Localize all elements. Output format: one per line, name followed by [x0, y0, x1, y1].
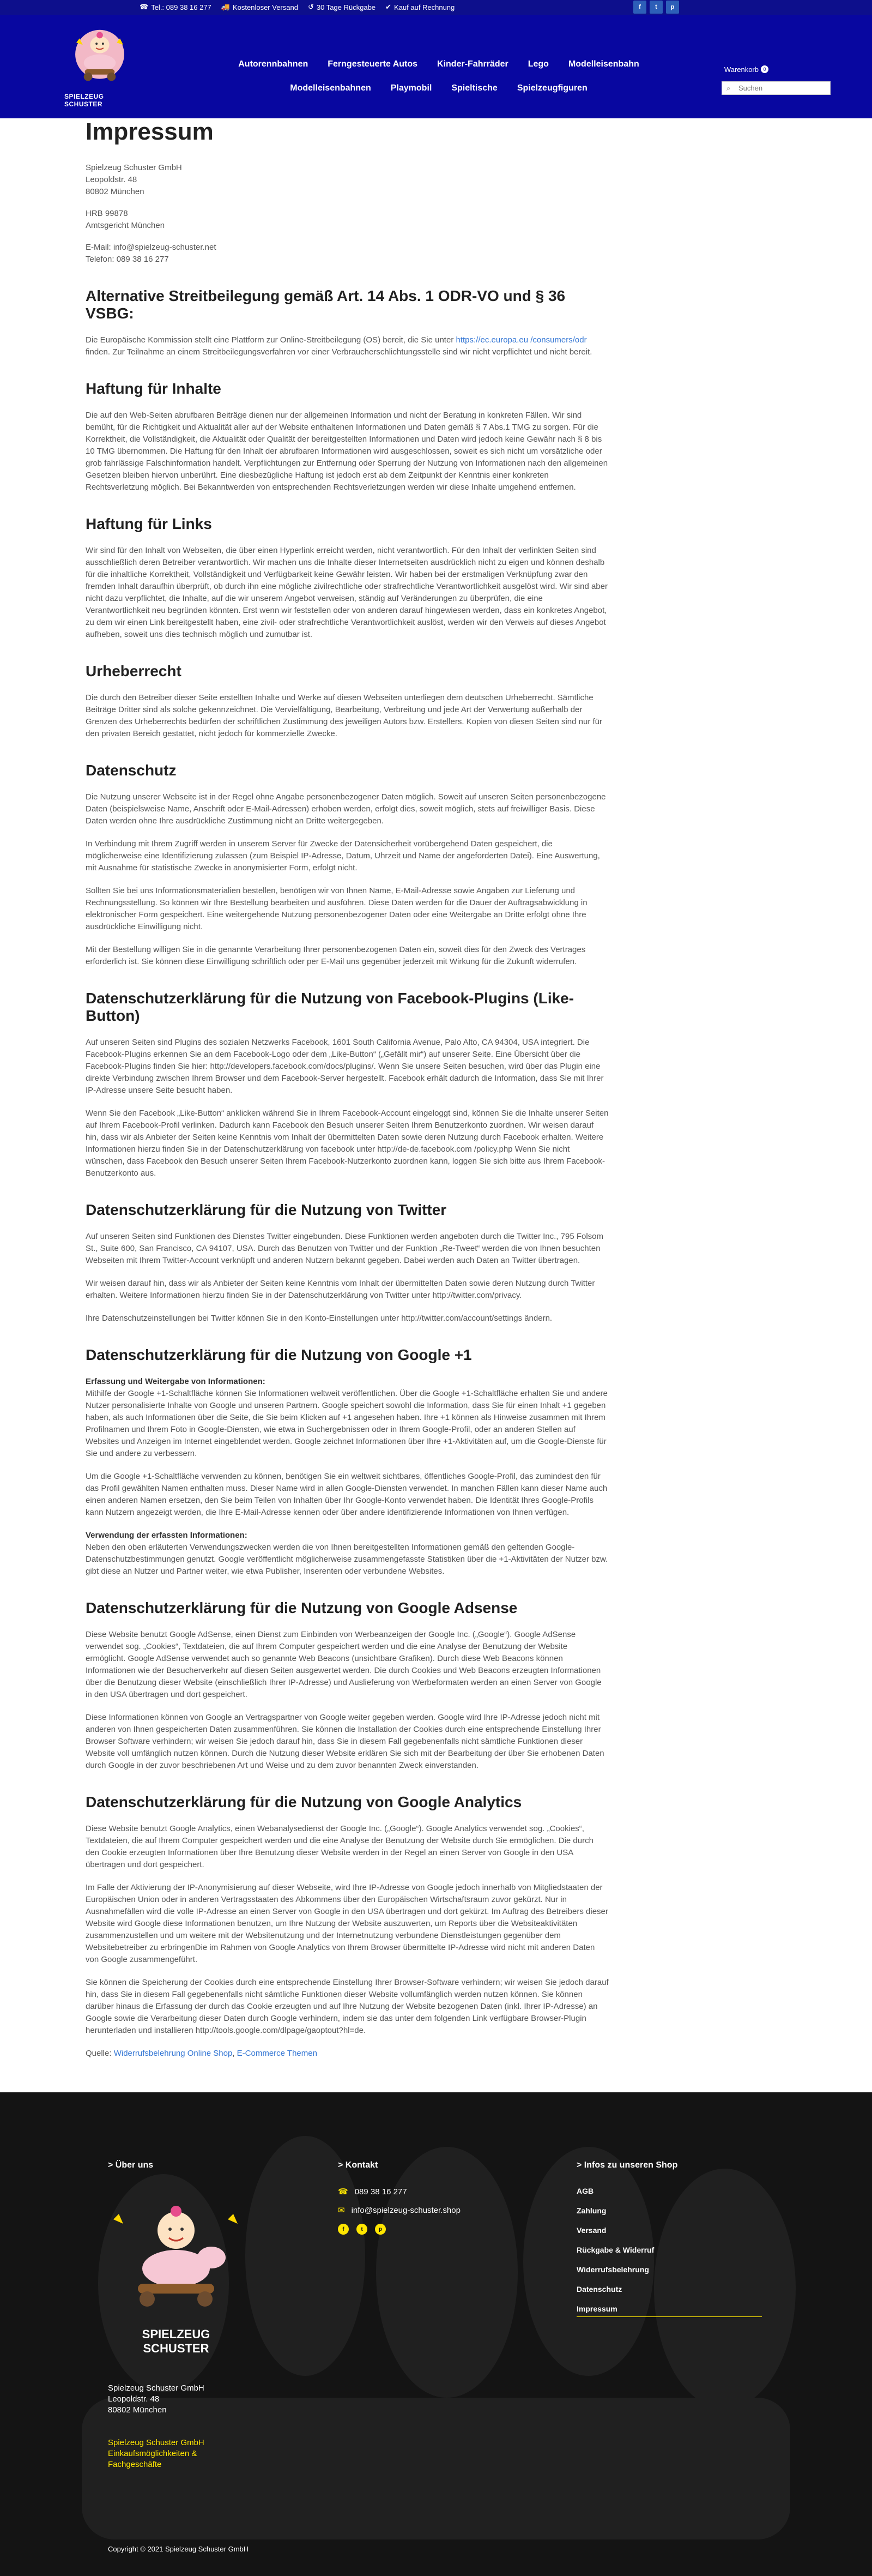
footer-link-versand[interactable]: Versand [577, 2226, 607, 2235]
footer-about-heading: > Über uns [108, 2160, 154, 2170]
nav-item-modelleisenbahnen[interactable]: Modelleisenbahnen [290, 83, 371, 93]
main-nav [221, 59, 657, 107]
facebook-icon[interactable]: f [338, 2224, 349, 2235]
facebook-icon[interactable]: f [633, 1, 646, 14]
nav-item-kinder-fahrraeder[interactable]: Kinder-Fahrräder [437, 59, 508, 69]
search-box [722, 81, 831, 95]
usp-phone[interactable]: ☎ Tel.: 089 38 16 277 [140, 3, 211, 11]
pinterest-icon[interactable]: p [375, 2224, 386, 2235]
twitter-icon[interactable]: t [356, 2224, 367, 2235]
site-footer [0, 2092, 872, 2576]
nav-row-1 [221, 59, 657, 69]
section-heading-odr: Alternative Streitbeilegung gemäß Art. 14 Abs. 1 ODR-VO und § 36 VSBG: [86, 287, 566, 322]
adsense-paragraph-1: Diese Website benutzt Google AdSense, einen Dienst zum Einbinden von Werbeanzeigen der Google Inc. („Google“). Google AdSense verwendet sog. „Cookies“, Textdateien, die auf Ihrem Computer gespeichert werden und die eine Analyse der Benutzung der Website ermöglicht. Google AdSense verwendet auch so genannte Web Beacons (unsichtbare Grafiken). Durch diese Web Beacons können Informationen wie der Besucherverkehr auf diesen Seiten ausgewertet werden. Die durch Cookies und Web Beacons erzeugten Informationen über die Benutzung dieser Website (einschließlich Ihrer IP-Adresse) und Auslieferung von Werbeformaten werden an einen Server von Google in den USA übertragen und dort gespeichert. [86, 1630, 602, 1699]
inhalte-paragraph: Die auf den Web-Seiten abrufbaren Beiträge dienen nur der allgemeinen Information und nicht der Beratung in konkreten Fällen. Wir sind bemüht, für die Richtigkeit und Aktualität aller auf der Website enthaltenen Informationen und Daten gemäß § 7 Abs.1 TMG zu sorgen. Für die Korrektheit, die Vollständigkeit, die Aktualität oder Qualität der bereitgestellten Informationen und Daten wird jedoch keine Gewähr nach § 8 bis 10 TMG übernommen. Die Haftung für den Inhalt der abrufbaren Informationen wird ausgeschlossen, soweit es sich nicht um vorsätzliche oder grob fahrlässige Falschinformation handelt. Verpflichtungen zur Entfernung oder Sperrung der Nutzung von Informationen nach den allgemeinen Gesetzen bleiben hiervon unberührt. Eine diesbezügliche Haftung ist jedoch erst ab dem Zeitpunkt der Kenntnis einer konkreten Rechtsverletzung möglich. Bei Bekanntwerden von entsprechenden Rechtsverletzungen werden wir diese Inhalte umgehend entfernen. [86, 411, 608, 492]
links-paragraph: Wir sind für den Inhalt von Webseiten, die über einen Hyperlink erreicht werden, nicht verantwortlich. Für den Inhalt der verlinkten Seiten sind ausschließlich deren Betreiber verantwortlich. Wir machen uns die Inhalte dieser Internetseiten ausdrücklich nicht zu eigen und können deshalb für die inhaltliche Korrektheit, Vollständigkeit und Verfügbarkeit keine Gewähr leisten. Wir haben bei der erstmaligen Verknüpfung zwar den fremden Inhalt daraufhin überprüft, ob durch ihn eine mögliche zivilrechtliche oder strafrechtliche Verantwortlichkeit ausgelöst wird. Wir sind aber nicht dazu verpflichtet, die Inhalte, auf die wir unserem Angebot verweisen, ständig auf Veränderungen zu überprüfen, die eine Verantwortlichkeit neu begründen könnten. Erst wenn wir feststellen oder von anderen darauf hingewiesen werden, dass ein konkretes Angebot, zu dem wir einen Link bereitgestellt haben, eine zivil- oder strafrechtliche Verantwortlichkeit auslöst, werden wir den Verweis auf dieses Angebot aufheben, soweit uns dies technisch möglich und zumutbar ist. [86, 546, 608, 639]
google-plus-paragraph-1: Erfassung und Weitergabe von Informationen: Mithilfe der Google +1-Schaltfläche können Sie Informationen weltweit veröffentlichen. Über die Google +1-Schaltfläche erhalten Sie und andere Nutzer personalisierte Inhalte von Google und unseren Partnern. Google speichert sowohl die Information, dass Sie für einen Inhalt +1 gegeben haben, als auch Informationen über die Seite, die Sie beim Klicken auf +1 angesehen haben. Ihre +1 können als Hinweise zusammen mit Ihrem Profilnamen und Ihrem Foto in Google-Diensten, wie etwa in Suchergebnissen oder in Ihrem Google-Profil, oder an anderen Stellen auf Websites und Anzeigen im Internet eingeblendet werden. Google zeichnet Informationen über Ihre +1-Aktivitäten auf, um die Google-Dienste für Sie und andere zu verbessern. [86, 1377, 608, 1458]
pinterest-icon[interactable]: p [666, 1, 679, 14]
twitter-paragraph-2: Wir weisen darauf hin, dass wir als Anbieter der Seiten keine Kenntnis vom Inhalt der übermittelten Daten sowie deren Nutzung durch Twitter erhalten. Weitere Informationen hierzu finden Sie in der Datenschutzerklärung von Twitter unter http://twitter.com/privacy. [86, 1279, 595, 1300]
adsense-paragraph-2: Diese Informationen können von Google an Vertragspartner von Google weiter gegeben werden. Google wird Ihre IP-Adresse jedoch nicht mit anderen von Ihnen gespeicherten Daten zusammenführen. Sie können die Installation der Cookies durch eine entsprechende Einstellung Ihrer Browser Software verhindern; wir weisen Sie jedoch darauf hin, dass Sie in diesem Fall gegebenenfalls nicht sämtliche Funktionen dieser Website voll umfänglich nutzen können. Durch die Nutzung dieser Website erklären Sie sich mit der Bearbeitung der über Sie erhobenen Daten durch Google in der zuvor beschriebenen Art und Weise und zu dem zuvor benannten Zweck einverstanden. [86, 1713, 604, 1770]
source-link-ecommerce[interactable]: E-Commerce Themen [237, 2049, 317, 2058]
google-plus-paragraph-2: Um die Google +1-Schaltfläche verwenden zu können, benötigen Sie ein weltweit sichtbares, öffentliches Google-Profil, das zumindest den für das Profil gewählten Namen enthalten muss. Dieser Name wird in allen Google-Diensten verwendet. In manchen Fällen kann dieser Name auch einen anderen Namen ersetzen, den Sie beim Teilen von Inhalten über Ihr Google-Konto verwendet haben. Die Identität Ihres Google-Profils kann Nutzern angezeigt werden, die Ihre E-Mail-Adresse kennen oder über andere identifizierende Informationen von Ihnen verfügen. [86, 1472, 608, 1517]
nav-item-modelleisenbahn[interactable]: Modelleisenbahn [568, 59, 639, 69]
usp-list [140, 3, 455, 11]
nav-item-lego[interactable]: Lego [528, 59, 549, 69]
nav-row-2 [221, 83, 657, 93]
company-address [86, 162, 609, 266]
site-header [0, 15, 872, 118]
horse-logo-icon [67, 23, 132, 92]
cart-count-badge: 0 [761, 65, 768, 73]
company-email: E-Mail: info@spielzeug-schuster.net [86, 243, 216, 252]
odr-link[interactable]: https://ec.europa.eu /consumers/odr [456, 335, 587, 345]
footer-info-heading: > Infos zu unseren Shop [577, 2160, 678, 2170]
nav-item-spieltische[interactable]: Spieltische [451, 83, 498, 93]
nav-item-playmobil[interactable]: Playmobil [390, 83, 432, 93]
footer-link-widerrufsbelehrung[interactable]: Widerrufsbelehrung [577, 2265, 649, 2274]
google-plus-paragraph-3: Verwendung der erfassten Informationen: Neben den oben erläuterten Verwendungszwecken werden die von Ihnen bereitgestellten Informationen gemäß den geltenden Google-Datenschutzbestimmungen genutzt. Google veröffentlicht möglicherweise zusammengefasste Statistiken über die +1-Aktivitäten der Nutzer bzw. gibt diese an Nutzer und Partner weiter, wie etwa Publisher, Inserenten oder verbundene Websites. [86, 1531, 608, 1576]
analytics-paragraph-2: Im Falle der Aktivierung der IP-Anonymisierung auf dieser Webseite, wird Ihre IP-Adresse von Google jedoch innerhalb von Mitgliedstaaten der Europäischen Union oder in anderen Vertragsstaaten des Abkommens über den Europäischen Wirtschaftsraum zuvor gekürzt. Nur in Ausnahmefällen wird die volle IP-Adresse an einen Server von Google in den USA übertragen und dort gekürzt. Im Auftrag des Betreibers dieser Website wird Google diese Informationen benutzen, um Ihre Nutzung der Website auszuwerten, um Reports über die Websiteaktivitäten zusammenzustellen und um weitere mit der Websitenutzung und der Internetnutzung verbundene Dienstleistungen gegenüber dem Websitebetreiber zu erbringenDie im Rahmen von Google Analytics von Ihrem Browser übermittelte IP-Adresse wird nicht mit anderen Daten von Google zusammengeführt. [86, 1883, 608, 1964]
search-input[interactable] [738, 84, 826, 92]
facebook-paragraph-2: Wenn Sie den Facebook „Like-Button“ anklicken während Sie in Ihrem Facebook-Account eingeloggt sind, können Sie die Inhalte unserer Seiten auf Ihrem Facebook-Profil verlinken. Dadurch kann Facebook den Besuch unserer Seiten Ihrem Benutzerkonto zuordnen. Wir weisen darauf hin, dass wir als Anbieter der Seiten keine Kenntnis vom Inhalt der übermittelten Daten sowie deren Nutzung durch Facebook erhalten. Weitere Informationen hierzu finden Sie in der Datenschutzerklärung von facebook unter http://de-de.facebook.com /policy.php Wenn Sie nicht wünschen, dass Facebook den Besuch unserer Seiten Ihrem Facebook-Nutzerkonto zuordnen kann, loggen Sie sich bitte aus Ihrem Facebook-Benutzerkonto aus. [86, 1109, 609, 1178]
footer-link-agb[interactable]: AGB [577, 2187, 594, 2195]
footer-link-impressum[interactable]: Impressum [577, 2304, 762, 2317]
phone-icon: ☎ [338, 2187, 348, 2196]
return-icon: ↺ [307, 3, 314, 11]
section-heading-google-plus: Datenschutzerklärung für die Nutzung von Google +1 [86, 1346, 472, 1363]
footer-shop-link[interactable]: Spielzeug Schuster GmbH Einkaufsmöglichkeiten & Fachgeschäfte [108, 2438, 204, 2469]
company-street: Leopoldstr. 48 [86, 175, 137, 184]
datenschutz-paragraph-3: Sollten Sie bei uns Informationsmaterialien bestellen, benötigen wir von Ihnen Name, E-Mail-Adresse sowie Angaben zur Lieferung und Rechnungsstellung. So können wir Ihre Bestellung bearbeiten und ausführen. Diese Daten werden für die Dauer der Auftragsabwicklung in elektronischer Form gespeichert. Eine weitergehende Nutzung personenbezogener Daten oder eine Weitergabe an Dritte erfolgt ohne Ihre ausdrückliche Einwilligung nicht. [86, 886, 588, 931]
section-heading-inhalte: Haftung für Inhalte [86, 380, 221, 397]
twitter-paragraph-3: Ihre Datenschutzeinstellungen bei Twitter können Sie in den Konto-Einstellungen unter http://twitter.com/account/settings ändern. [86, 1314, 553, 1323]
nav-item-autorennbahnen[interactable]: Autorennbahnen [238, 59, 308, 69]
datenschutz-paragraph-4: Mit der Bestellung willigen Sie in die genannte Verarbeitung Ihrer personenbezogenen Daten ein, soweit dies für den Zweck des Vertrages erforderlich ist. Sie können diese Einwilligung schriftlich oder per E-Mail uns gegenüber jederzeit mit Wirkung für die Zukunft widerrufen. [86, 945, 586, 966]
section-heading-links: Haftung für Links [86, 515, 212, 532]
section-heading-adsense: Datenschutzerklärung für die Nutzung von Google Adsense [86, 1599, 518, 1616]
datenschutz-paragraph-1: Die Nutzung unserer Webseite ist in der Regel ohne Angabe personenbezogener Daten möglich. Soweit auf unseren Seiten personenbezogene Daten (beispielsweise Name, Anschrift oder E-Mail-Adressen) erhoben werden, erfolgt dies, soweit möglich, stets auf freiwilliger Basis. Diese Daten werden ohne Ihre ausdrückliche Zustimmung nicht an Dritte weitergegeben. [86, 792, 606, 826]
datenschutz-paragraph-2: In Verbindung mit Ihrem Zugriff werden in unserem Server für Zwecke der Datensicherheit vorübergehend Daten gespeichert, die möglicherweise eine Identifizierung zulassen (zum Beispiel IP-Adresse, Datum, Uhrzeit und Name der angeforderten Datei). Eine Auswertung, mit Ausnahme für statistische Zwecke in anonymisierter Form, erfolgt nicht. [86, 839, 600, 872]
company-city: 80802 München [86, 187, 144, 196]
nav-item-ferngesteuerte-autos[interactable]: Ferngesteuerte Autos [328, 59, 418, 69]
company-court: Amtsgericht München [86, 221, 165, 230]
section-heading-twitter: Datenschutzerklärung für die Nutzung von Twitter [86, 1201, 447, 1218]
odr-text: Die Europäische Kommission stellt eine Plattform zur Online-Streitbeilegung (OS) bereit, die Sie unter https://ec.europa.eu /consumers/odr finden. Zur Teilnahme an einem Streitbeilegungsverfahren vor einer Verbraucherschlichtungsstelle sind wir nicht verpflichtet und nicht bereit. [86, 335, 592, 357]
cart-link[interactable] [724, 65, 768, 74]
facebook-paragraph-1: Auf unseren Seiten sind Plugins des sozialen Netzwerks Facebook, 1601 South California Avenue, Palo Alto, CA 94304, USA integriert. Die Facebook-Plugins erkennen Sie an dem Facebook-Logo oder dem „Like-Button“ („Gefällt mir“) auf unserer Seite. Eine Übersicht über die Facebook-Plugins finden Sie hier: http://developers.facebook.com/docs/plugins/. Wenn Sie unsere Seiten besuchen, wird über das Plugin eine direkte Verbindung zwischen Ihrem Browser und dem Facebook-Server hergestellt. Facebook erhält dadurch die Information, dass Sie mit Ihrer IP-Adresse unsere Seite besucht haben. [86, 1038, 604, 1095]
footer-info-menu [577, 2160, 762, 2328]
footer-contact-heading: > Kontakt [338, 2160, 378, 2170]
page-title: Impressum [86, 118, 214, 145]
footer-email[interactable]: ✉ info@spielzeug-schuster.shop [338, 2205, 461, 2215]
footer-link-rueckgabe[interactable]: Rückgabe & Widerruf [577, 2246, 655, 2254]
urheber-paragraph: Die durch den Betreiber dieser Seite erstellten Inhalte und Werke auf diesen Webseiten unterliegen dem deutschen Urheberrecht. Sämtliche Beiträge Dritter sind als solche gekennzeichnet. Die Vervielfältigung, Bearbeitung, Verbreitung und jede Art der Verwertung außerhalb der Grenzen des Urheberrechts bedürfen der schriftlichen Zustimmung des jeweiligen Autors bzw. Erstellers. Kopien von diesen Seiten sind nur für den privaten Bereich gestattet, nicht jedoch für kommerzielle Zwecke. [86, 693, 602, 738]
phone-icon: ☎ [140, 3, 149, 11]
site-logo[interactable] [64, 23, 135, 108]
top-bar [0, 0, 872, 15]
section-heading-facebook: Datenschutzerklärung für die Nutzung von Facebook-Plugins (Like-Button) [86, 990, 574, 1024]
twitter-icon[interactable]: t [650, 1, 663, 14]
twitter-paragraph-1: Auf unseren Seiten sind Funktionen des Dienstes Twitter eingebunden. Diese Funktionen werden angeboten durch die Twitter Inc., 795 Folsom St., Suite 600, San Francisco, CA 94107, USA. Durch das Benutzen von Twitter und der Funktion „Re-Tweet“ werden die von Ihnen besuchten Webseiten mit Ihrem Twitter-Account verknüpft und anderen Nutzern bekannt gegeben. Dabei werden auch Daten an Twitter übertragen. [86, 1232, 604, 1265]
section-heading-datenschutz: Datenschutz [86, 762, 177, 779]
usp-shipping: 🚚 Kostenloser Versand [221, 3, 298, 11]
footer-address: Spielzeug Schuster GmbH Leopoldstr. 48 80802 München [108, 2384, 204, 2415]
company-phone: Telefon: 089 38 16 277 [86, 255, 169, 264]
top-social [633, 1, 679, 14]
section-heading-urheber: Urheberrecht [86, 663, 181, 679]
company-name: Spielzeug Schuster GmbH [86, 163, 182, 172]
mail-icon: ✉ [338, 2206, 345, 2215]
footer-logo-icon [108, 2192, 244, 2331]
nav-item-spielzeugfiguren[interactable]: Spielzeugfiguren [517, 83, 588, 93]
truck-icon: 🚚 [221, 3, 230, 11]
section-heading-analytics: Datenschutzerklärung für die Nutzung von Google Analytics [86, 1793, 522, 1810]
footer-link-datenschutz[interactable]: Datenschutz [577, 2285, 622, 2294]
company-hrb: HRB 99878 [86, 209, 128, 218]
footer-logo-text: SPIELZEUG SCHUSTER [142, 2327, 210, 2355]
footer-link-zahlung[interactable]: Zahlung [577, 2206, 607, 2215]
check-icon: ✔ [385, 3, 391, 11]
copyright: Copyright © 2021 Spielzeug Schuster GmbH [108, 2545, 249, 2553]
logo-text: SPIELZEUG SCHUSTER [64, 93, 104, 108]
search-icon[interactable]: ⌕ [726, 84, 731, 92]
source-line: Quelle: Widerrufsbelehrung Online Shop, E-Commerce Themen [86, 2049, 317, 2058]
footer-contact [338, 2160, 461, 2235]
analytics-paragraph-1: Diese Website benutzt Google Analytics, einen Webanalysedienst der Google Inc. („Google“). Google Analytics verwendet sog. „Cookies“, Textdateien, die auf Ihrem Computer gespeichert werden und die eine Analyse der Benutzung der Website durch Sie ermöglichen. Die durch den Cookie erzeugten Informationen über Ihre Benutzung dieser Website werden in der Regel an einen Server von Google in den USA übertragen und dort gespeichert. [86, 1824, 594, 1869]
usp-invoice: ✔ Kauf auf Rechnung [385, 3, 455, 11]
cart-label: Warenkorb [724, 65, 759, 74]
source-link-widerruf[interactable]: Widerrufsbelehrung Online Shop [113, 2049, 233, 2058]
footer-phone[interactable]: ☎ 089 38 16 277 [338, 2187, 407, 2196]
usp-return: ↺ 30 Tage Rückgabe [307, 3, 376, 11]
footer-about [108, 2160, 244, 2470]
analytics-paragraph-3: Sie können die Speicherung der Cookies durch eine entsprechende Einstellung Ihrer Browser-Software verhindern; wir weisen Sie jedoch darauf hin, dass Sie in diesem Fall gegebenenfalls nicht sämtliche Funktionen dieser Website vollumfänglich werden nutzen können. Sie können darüber hinaus die Erfassung der durch das Cookie erzeugten und auf Ihre Nutzung der Website bezogenen Daten (inkl. Ihrer IP-Adresse) an Google sowie die Verarbeitung dieser Daten durch Google verhindern, indem sie das unter dem folgenden Link verfügbare Browser-Plugin herunterladen und installieren http://tools.google.com/dlpage/gaoptout?hl=de. [86, 1978, 609, 2035]
footer-social [338, 2224, 461, 2235]
